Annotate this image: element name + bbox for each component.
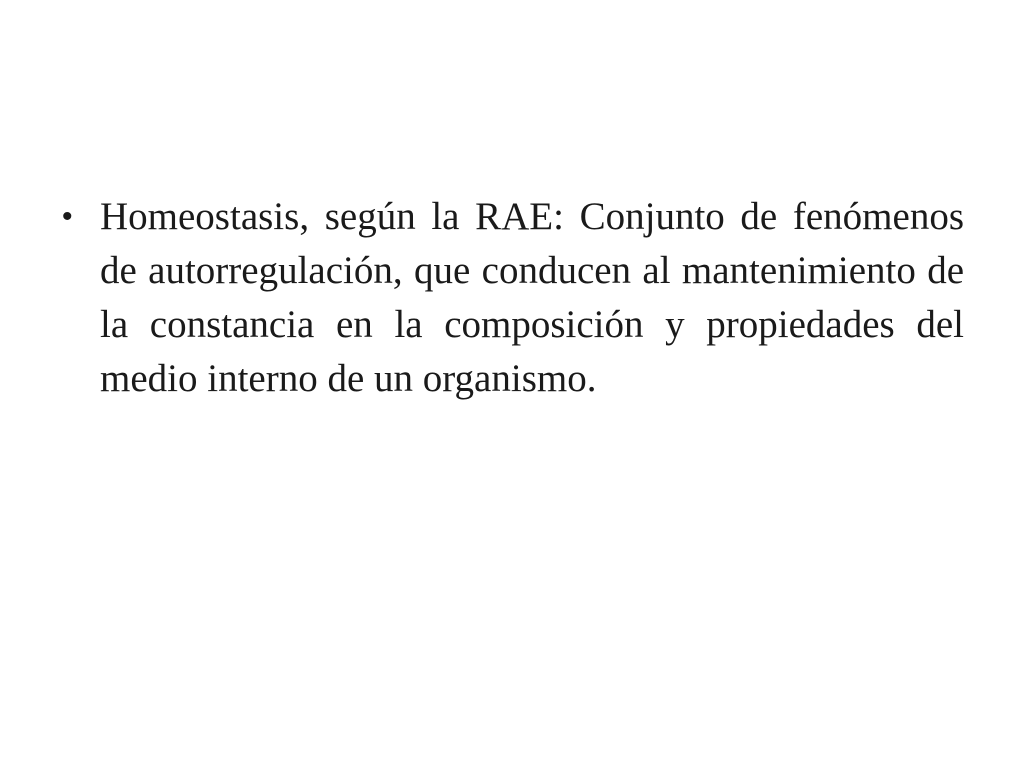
- bullet-marker: •: [62, 200, 73, 233]
- bullet-item: [62, 190, 964, 406]
- bullet-list: [62, 190, 964, 406]
- bullet-text: Homeostasis, según la RAE: Conjunto de fenómenos de autorregulación, que conducen al mantenimiento de la constancia en la composición y propiedades del medio interno de un organismo.: [100, 195, 964, 400]
